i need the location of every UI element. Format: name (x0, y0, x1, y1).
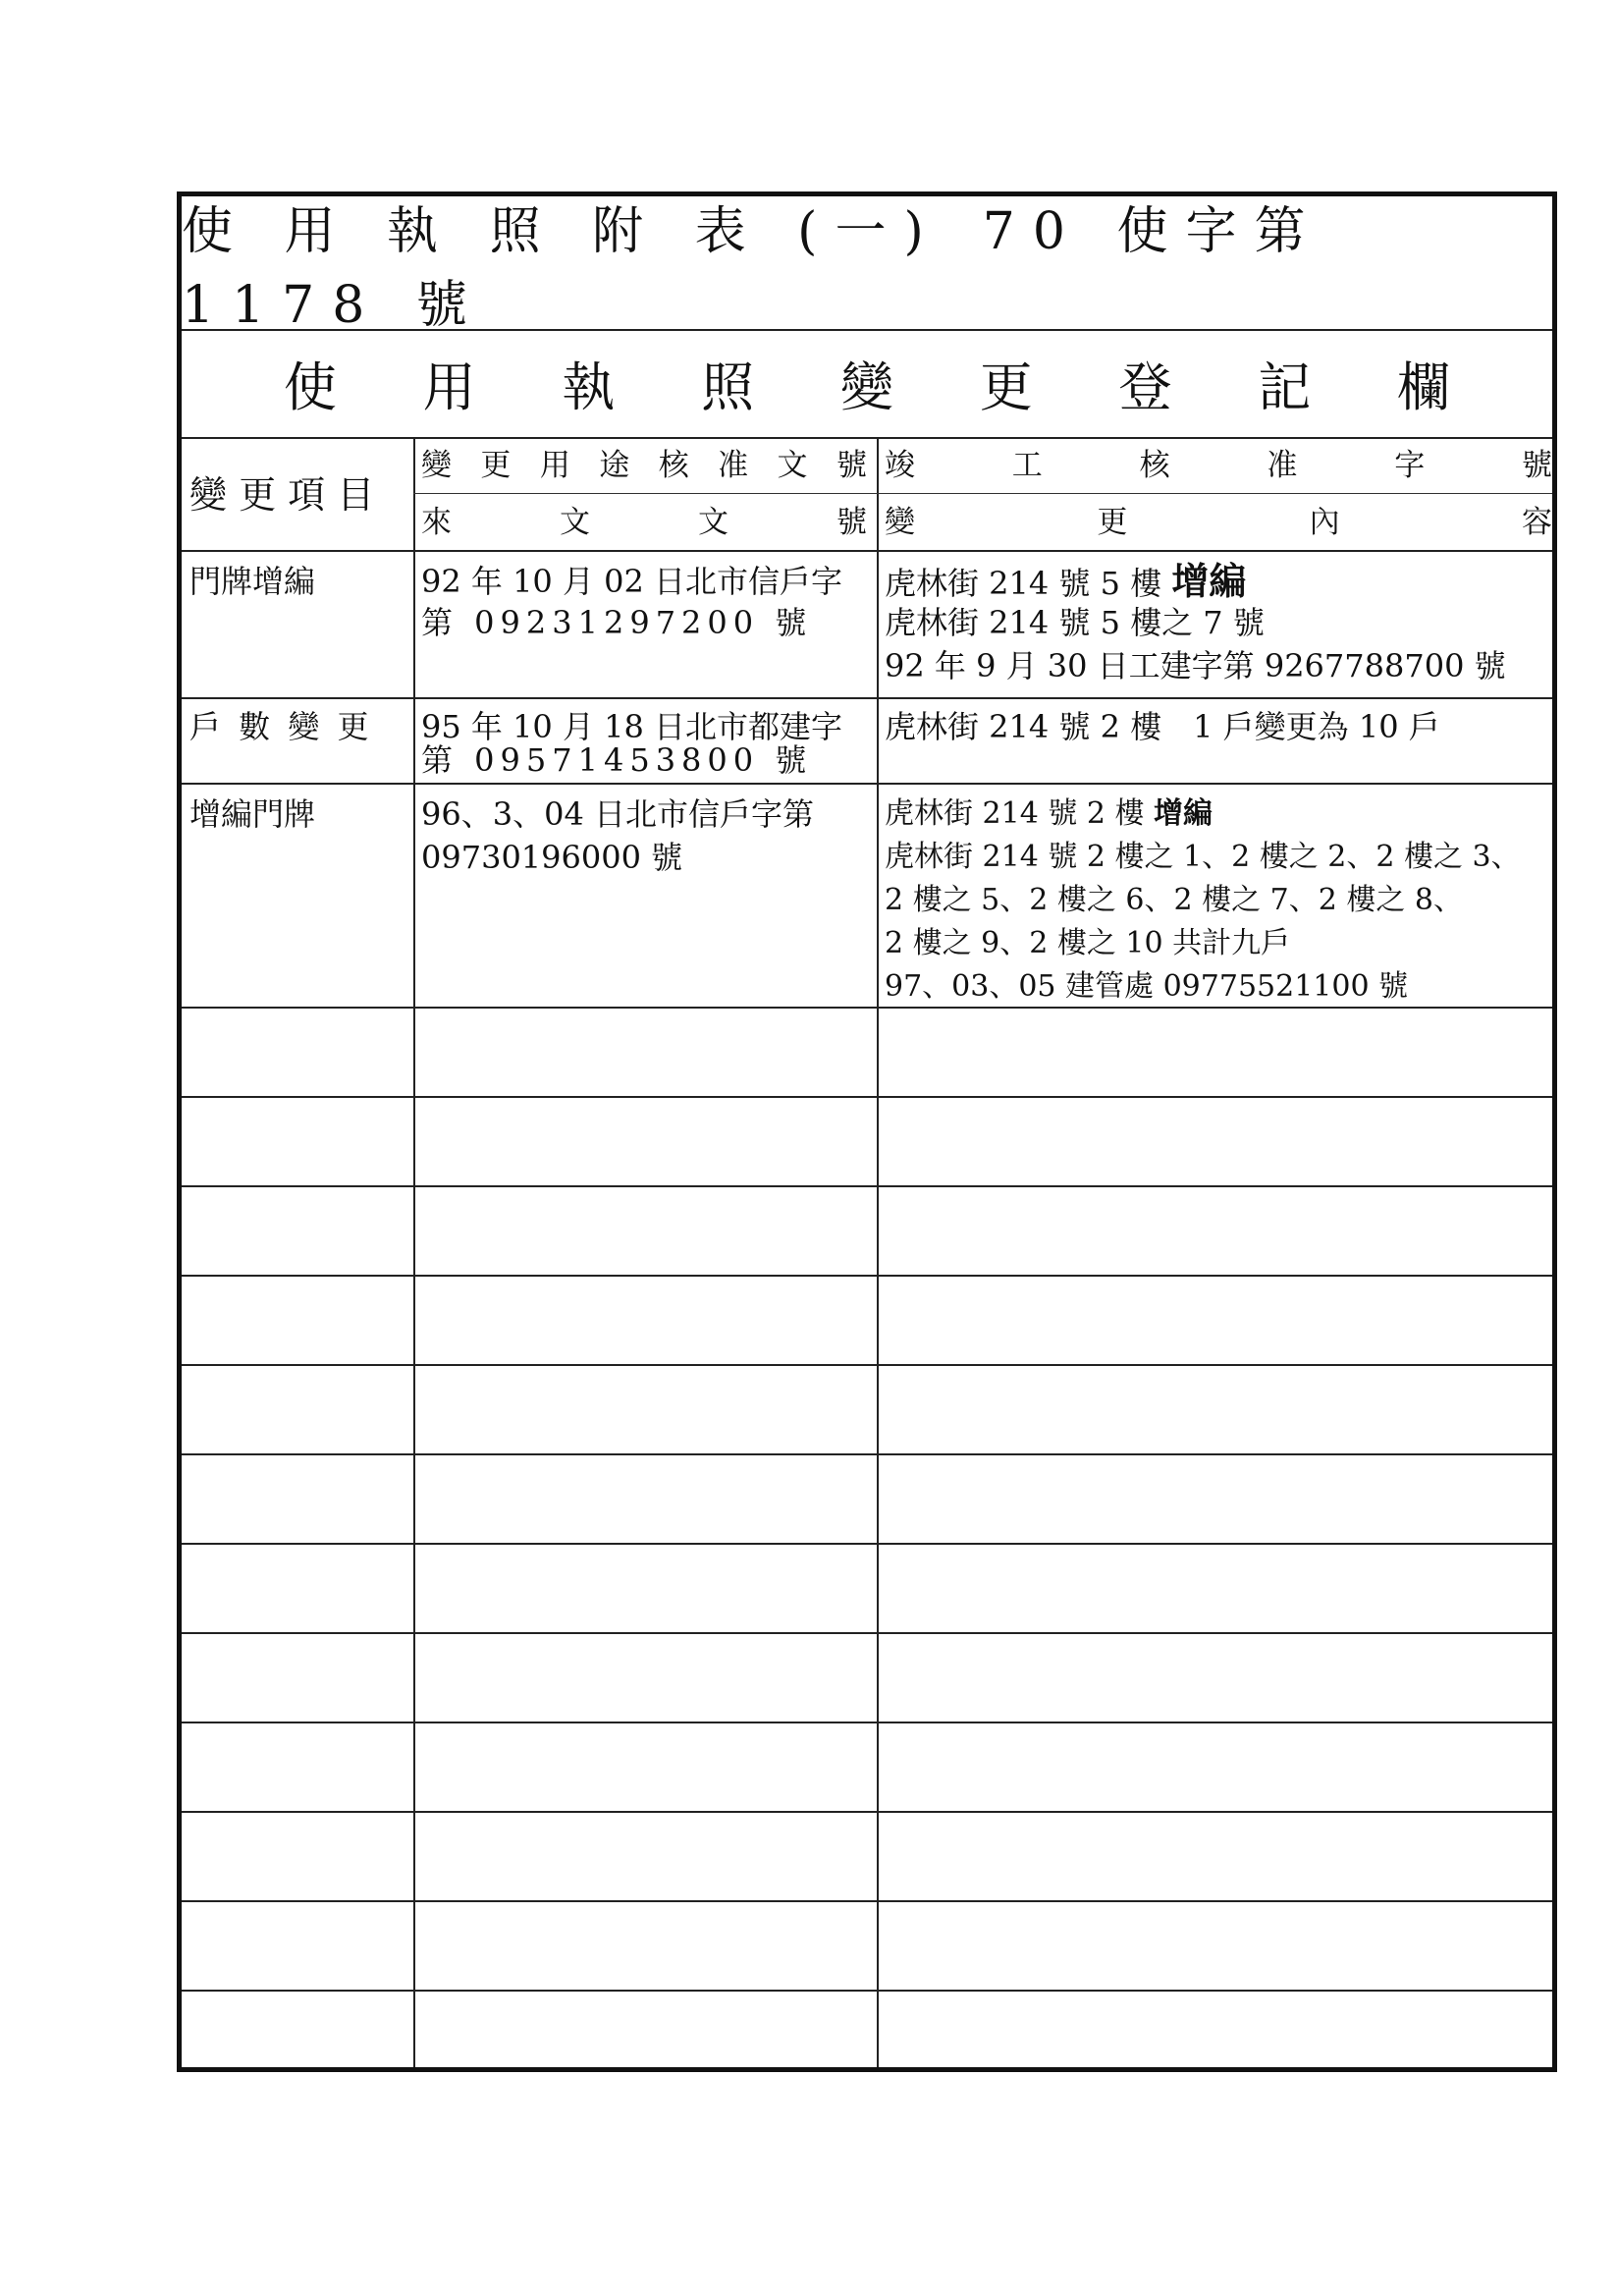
row-rule (182, 1632, 1552, 1634)
subtitle-char: 變 (839, 355, 893, 418)
header-char: 來 (421, 505, 452, 540)
title-main: 使 用 執 照 附 表 (一) (182, 201, 942, 261)
row1-content-line1 (885, 560, 1246, 605)
subtitle-char: 欄 (1397, 355, 1450, 418)
row3-content-line1 (885, 793, 1213, 836)
subtitle-char: 更 (979, 355, 1033, 418)
row1-item: 門牌增編 (189, 563, 316, 600)
row3-doc-line1: 96、3、04 日北市信戶字第 (421, 795, 814, 833)
row2-doc-line1: 95 年 10 月 18 日北市都建字 (421, 708, 843, 745)
subtitle-char: 用 (422, 355, 476, 418)
permit-table (177, 191, 1557, 2072)
header-item: 變 更 項 目 (189, 473, 375, 517)
header-char: 容 (1521, 505, 1552, 540)
header-char: 核 (1139, 448, 1170, 483)
header-char: 更 (1097, 505, 1128, 540)
row3-doc-line2: 09730196000 號 (421, 839, 683, 876)
subtitle (182, 346, 1552, 421)
row-rule (182, 1900, 1552, 1902)
header-char: 變 (885, 505, 915, 540)
header-completion-bottom (885, 501, 1552, 544)
header-char: 號 (836, 505, 867, 540)
header-char: 文 (777, 448, 808, 483)
row-rule (182, 1364, 1552, 1366)
header-char: 核 (658, 448, 689, 483)
row3-content-line5: 97、03、05 建管處 09775521100 號 (885, 969, 1409, 1004)
permit-number: 70 使字第 1178 號 (182, 201, 1323, 335)
header-char: 工 (1011, 448, 1043, 483)
row3-content-line4: 2 樓之 9、2 樓之 10 共計九戶 (885, 926, 1291, 960)
subtitle-char: 登 (1118, 355, 1172, 418)
header-char: 文 (560, 505, 590, 540)
header-char: 准 (1267, 448, 1298, 483)
header-char: 號 (1521, 448, 1552, 483)
header-char: 准 (718, 448, 749, 483)
header-char: 文 (698, 505, 728, 540)
subtitle-char: 執 (562, 355, 616, 418)
subtitle-char: 記 (1258, 355, 1312, 418)
row-rule (182, 1096, 1552, 1098)
row-rule (182, 697, 1552, 699)
row1-content-bold: 增編 (1171, 560, 1247, 603)
row3-content-bold: 增編 (1154, 796, 1214, 831)
row3-item: 增編門牌 (189, 795, 316, 833)
header-bottom-rule (182, 550, 1552, 552)
row-rule (182, 1453, 1552, 1455)
column-divider (877, 437, 879, 2067)
row1-doc-line1: 92 年 10 月 02 日北市信戶字 (421, 563, 843, 600)
row2-content-line1: 虎林街 214 號 2 樓 1 戶變更為 10 戶 (885, 708, 1440, 745)
row-rule (182, 1543, 1552, 1545)
row3-content-line3: 2 樓之 5、2 樓之 6、2 樓之 7、2 樓之 8、 (885, 883, 1463, 917)
header-char: 途 (599, 448, 630, 483)
row-rule (182, 1275, 1552, 1277)
row-rule (182, 1185, 1552, 1187)
row-rule (182, 1722, 1552, 1723)
header-doc-bottom (421, 501, 867, 544)
column-divider (413, 437, 415, 2067)
row-rule (182, 1990, 1552, 1992)
row-rule (182, 783, 1552, 785)
subtitle-char: 照 (701, 355, 755, 418)
subtitle-row (182, 329, 1552, 439)
row2-doc-line2: 第 09571453800 號 (421, 741, 813, 779)
row1-doc-line2: 第 09231297200 號 (421, 604, 813, 641)
header-char: 變 (421, 448, 452, 483)
title-row (182, 196, 1552, 335)
subtitle-char: 使 (283, 355, 337, 418)
row-rule (182, 1811, 1552, 1813)
header-char: 更 (480, 448, 512, 483)
header-char: 號 (836, 448, 867, 483)
row1-content-line3: 92 年 9 月 30 日工建字第 9267788700 號 (885, 647, 1506, 684)
header-mid-rule (413, 493, 1552, 494)
header-completion-top (885, 444, 1552, 487)
header-char: 字 (1394, 448, 1426, 483)
page-title (182, 190, 1552, 337)
row2-item: 戶 數 變 更 (189, 708, 373, 745)
row3-content-text: 虎林街 214 號 2 樓 (885, 796, 1145, 831)
header-char: 用 (539, 448, 570, 483)
header-char: 內 (1309, 505, 1340, 540)
row1-content-text: 虎林街 214 號 5 樓 (885, 565, 1162, 602)
header-char: 竣 (885, 448, 915, 483)
row1-content-line2: 虎林街 214 號 5 樓之 7 號 (885, 604, 1265, 641)
row3-content-line2: 虎林街 214 號 2 樓之 1、2 樓之 2、2 樓之 3、 (885, 840, 1521, 874)
header-doc-top (421, 444, 867, 487)
